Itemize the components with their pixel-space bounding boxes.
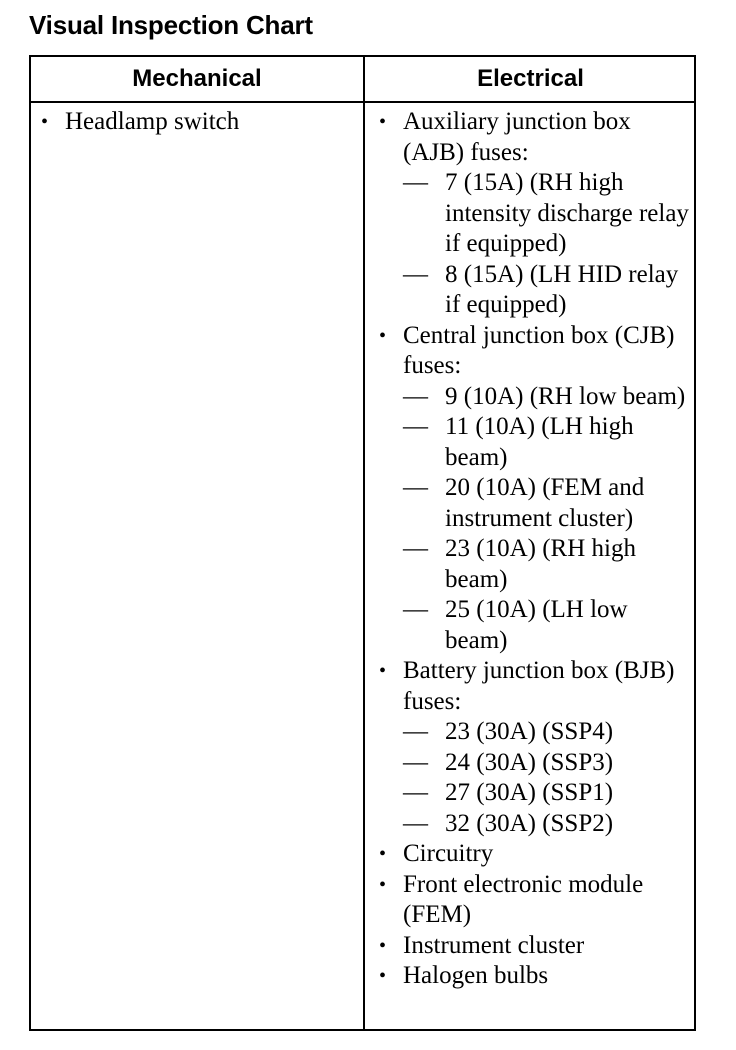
dash-icon: —: [403, 596, 428, 623]
sub-list-item: [403, 717, 693, 748]
inspection-table: [29, 55, 696, 1031]
mechanical-cell: [39, 107, 357, 138]
bullet-icon: •: [379, 843, 387, 865]
mechanical-column-header: Mechanical: [132, 65, 262, 92]
dash-icon: —: [403, 169, 428, 196]
list-item-text: Front electronic module (FEM): [403, 870, 644, 928]
sub-list-item: [403, 809, 693, 840]
dash-icon: —: [403, 748, 428, 776]
sub-list-item: [403, 168, 693, 260]
sub-list: [403, 168, 693, 321]
bullet-icon: •: [379, 873, 387, 896]
sub-list-item: [403, 382, 693, 413]
bullet-icon: •: [41, 111, 49, 133]
sub-list-item-text: 23 (10A) (RH high beam): [445, 535, 636, 593]
sub-list-item-text: 8 (15A) (LH HID relay if equipped): [445, 260, 679, 318]
sub-list-item: [403, 260, 693, 321]
sub-list: [403, 717, 693, 839]
bullet-icon: •: [379, 660, 387, 682]
list-item-text: Halogen bulbs: [403, 962, 549, 989]
list-item: [377, 870, 693, 931]
sub-list-item: [403, 748, 693, 779]
dash-icon: —: [403, 779, 428, 806]
mechanical-list: [39, 107, 357, 138]
sub-list: [403, 382, 693, 657]
sub-list-item-text: 23 (30A) (SSP4): [445, 718, 614, 745]
sub-list-item-text: 24 (30A) (SSP3): [445, 748, 614, 776]
sub-list-item-text: 9 (10A) (RH low beam): [445, 382, 686, 410]
sub-list-item-text: 7 (15A) (RH high intensity discharge relay if equipped): [445, 169, 689, 257]
list-item-text: Central junction box (CJB) fuses:: [403, 321, 675, 379]
list-item-text: Battery junction box (BJB) fuses:: [403, 657, 675, 715]
list-item: [377, 656, 693, 839]
sub-list-item: [403, 778, 693, 809]
bullet-icon: •: [379, 965, 387, 987]
electrical-cell: [377, 107, 693, 992]
list-item: [377, 961, 693, 992]
page-title: Visual Inspection Chart: [29, 10, 313, 40]
sub-list-item-text: 27 (30A) (SSP1): [445, 779, 614, 806]
electrical-column-header: Electrical: [477, 65, 584, 92]
list-item-text: Circuitry: [403, 840, 494, 867]
dash-icon: —: [403, 718, 428, 745]
list-item: [377, 839, 693, 870]
dash-icon: —: [403, 260, 428, 288]
list-item: [377, 931, 693, 962]
list-item: [377, 107, 693, 321]
list-item-text: Headlamp switch: [65, 108, 240, 135]
sub-list-item-text: 11 (10A) (LH high beam): [445, 413, 634, 471]
sub-list-item-text: 25 (10A) (LH low beam): [445, 596, 628, 654]
sub-list-item-text: 32 (30A) (SSP2): [445, 809, 614, 837]
dash-icon: —: [403, 382, 428, 410]
dash-icon: —: [403, 535, 428, 562]
sub-list-item: [403, 473, 693, 534]
bullet-icon: •: [379, 111, 387, 133]
sub-list-item: [403, 534, 693, 595]
sub-list-item: [403, 595, 693, 656]
dash-icon: —: [403, 413, 428, 440]
sub-list-item-text: 20 (10A) (FEM and instrument cluster): [445, 474, 645, 532]
dash-icon: —: [403, 809, 428, 837]
list-item-text: Auxiliary junction box (AJB) fuses:: [403, 108, 631, 166]
dash-icon: —: [403, 474, 428, 501]
list-item: [377, 321, 693, 657]
column-divider: [363, 57, 365, 1029]
sub-list-item: [403, 412, 693, 473]
electrical-list: [377, 107, 693, 992]
bullet-icon: •: [379, 934, 387, 957]
list-item: [39, 107, 357, 138]
bullet-icon: •: [379, 324, 387, 347]
list-item-text: Instrument cluster: [403, 931, 585, 959]
